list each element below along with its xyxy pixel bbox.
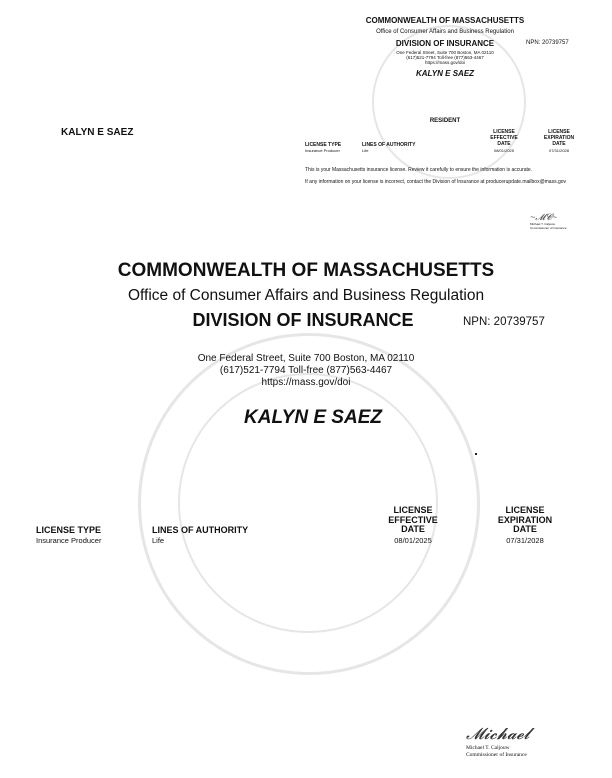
office-name: Office of Consumer Affairs and Business Regulation (127, 287, 485, 304)
residency: RESIDENT (429, 118, 461, 124)
hdr: DATE (513, 524, 537, 534)
signature-small-icon: ~𝓜𝓒~ (530, 212, 557, 222)
signature-icon: 𝓜𝓲𝓬𝓱𝓪𝓮𝓵 (466, 724, 530, 743)
loa-header: LINES OF AUTHORITY (152, 525, 249, 535)
website-small: https://mass.gov/doi (424, 60, 466, 65)
hdr: EFFECTIVE (388, 514, 438, 525)
type-small: Insurance Producer (305, 148, 340, 153)
phone: (617)521-7794 Toll-free (877)563-4467 (219, 365, 393, 376)
address-small: One Federal Street, Suite 700 Boston, MA 02110 (396, 50, 494, 55)
state-title-small: COMMONWEALTH OF MASSACHUSETTS (365, 16, 525, 25)
expiration-date: 07/31/2028 (506, 536, 544, 545)
signature-title: Commissioner of Insurance (466, 752, 527, 758)
hdr: LICENSE (548, 129, 570, 135)
division-name: DIVISION OF INSURANCE (192, 310, 414, 330)
npn: NPN: 20739757 (463, 316, 545, 328)
office-small: Office of Consumer Affairs and Business Regulation (376, 29, 514, 35)
type-header-small: LICENSE TYPE (305, 142, 342, 148)
effective-small: 08/01/2025 (493, 148, 515, 153)
hdr: LICENSE (493, 129, 515, 135)
note-review: This is your Massachusetts insurance license. Review it carefully to ensure the information is accurate. (305, 167, 533, 173)
effective-header (388, 506, 438, 535)
lines-of-authority: Life (152, 536, 165, 545)
note-contact: If any information on your license is incorrect, contact the Division of Insurance at producerupdate.mailbox@mass.gov (305, 179, 567, 185)
type-header: LICENSE TYPE (36, 525, 102, 535)
seal-watermark-small (372, 25, 526, 179)
hdr: DATE (552, 141, 566, 147)
expiration-header (498, 506, 552, 535)
expiration-header-small (544, 129, 574, 147)
effective-date: 08/01/2025 (394, 536, 432, 545)
hdr: DATE (401, 524, 425, 534)
hdr: LICENSE (505, 505, 545, 515)
hdr: EFFECTIVE (490, 135, 518, 141)
address: One Federal Street, Suite 700 Boston, MA 02110 (197, 353, 415, 364)
loa-small: Life (362, 148, 369, 153)
effective-header-small (490, 129, 518, 147)
phone-small: (617)521-7794 Toll-free (877)563-4467 (406, 55, 484, 60)
sig-title-small: Commissioner of Insurance (530, 226, 567, 230)
license-type: Insurance Producer (36, 536, 102, 545)
hdr: EXPIRATION (497, 514, 553, 525)
dot (475, 453, 477, 455)
hdr: LICENSE (393, 505, 433, 515)
division-small: DIVISION OF INSURANCE (395, 39, 495, 48)
loa-header-small: LINES OF AUTHORITY (362, 142, 416, 148)
signature-name: Michael T. Caljouw (466, 745, 510, 751)
website: https://mass.gov/doi (261, 377, 351, 388)
sig-name-small: Michael T. Caljouw (530, 222, 555, 226)
hdr: DATE (497, 141, 511, 147)
hdr: EXPIRATION (543, 135, 575, 141)
state-title: COMMONWEALTH OF MASSACHUSETTS (117, 260, 495, 281)
licensee-name: KALYN E SAEZ (244, 407, 382, 428)
expiration-small: 07/31/2028 (548, 148, 570, 153)
npn-small: NPN: 20739757 (526, 40, 569, 46)
name-small: KALYN E SAEZ (415, 69, 475, 78)
licensee-name-address: KALYN E SAEZ (61, 127, 134, 138)
